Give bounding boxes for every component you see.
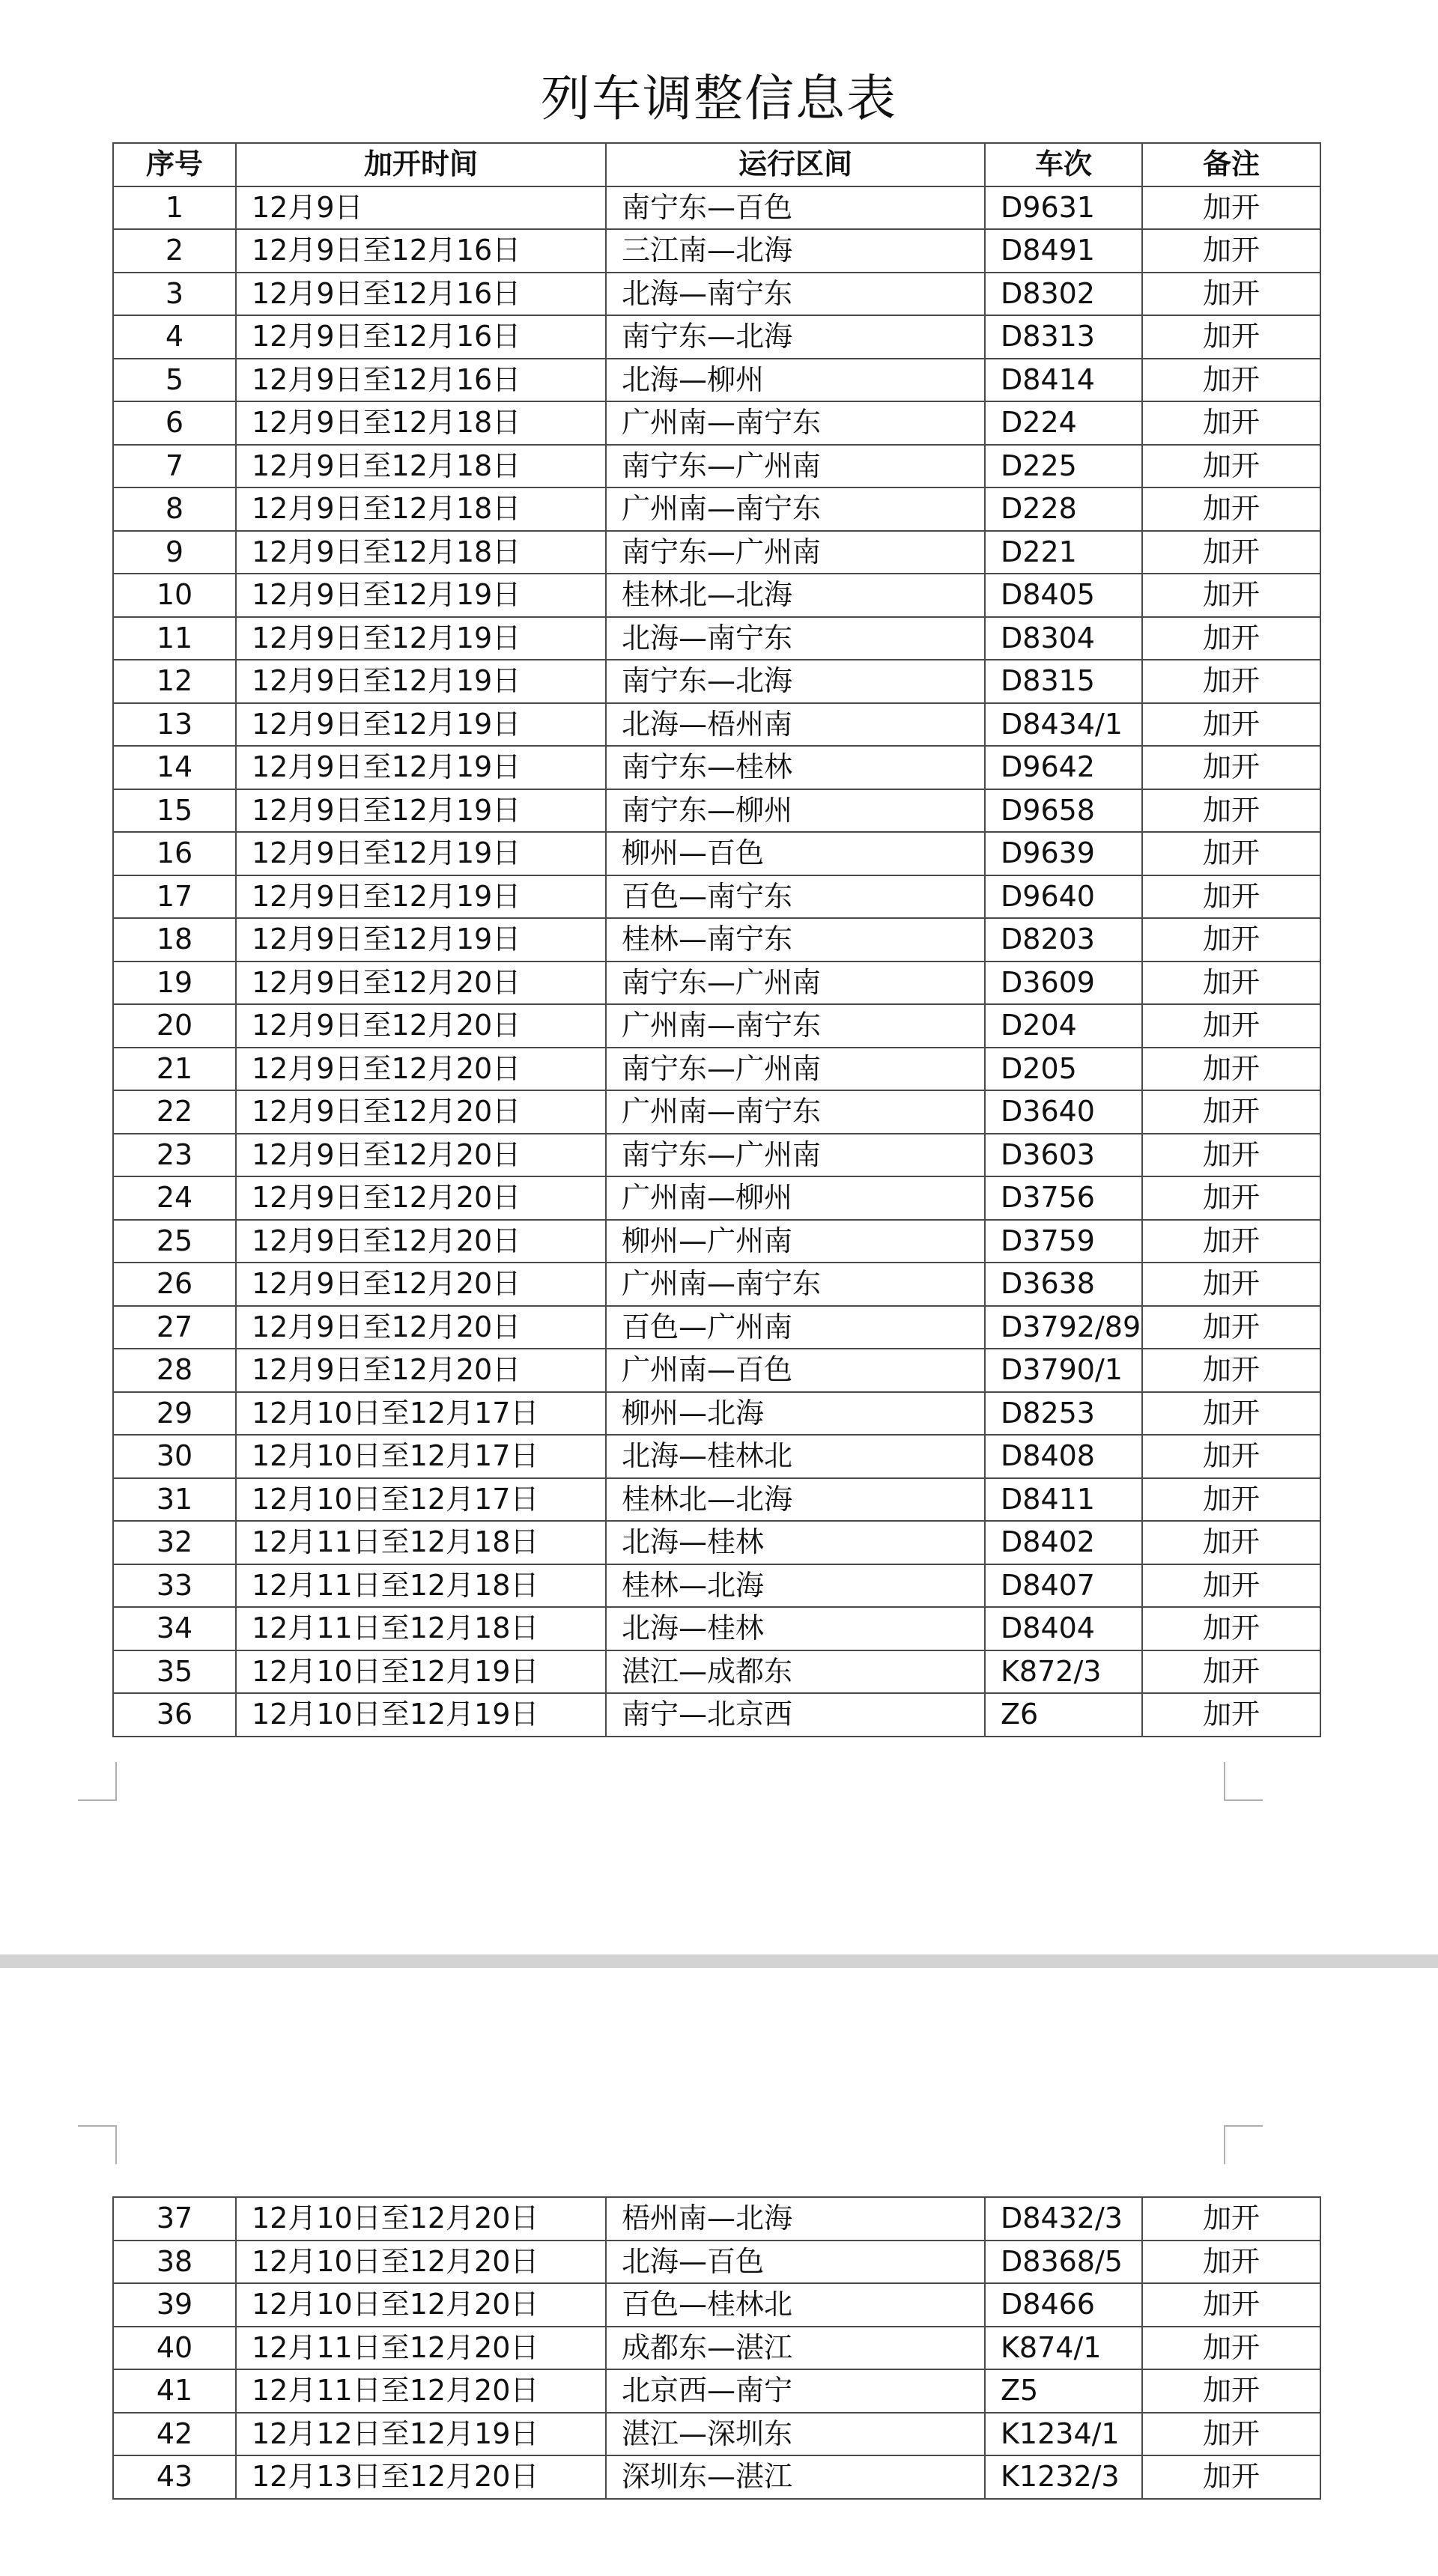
row-remark: 加开 (1142, 401, 1320, 445)
row-date-range: 12月10日至12月17日 (236, 1478, 606, 1522)
row-date-range: 12月9日至12月20日 (236, 1134, 606, 1177)
table-row (113, 1004, 1320, 1048)
row-index: 35 (113, 1650, 236, 1694)
row-route: 广州南—南宁东 (606, 401, 985, 445)
row-index: 34 (113, 1607, 236, 1650)
row-date-range: 12月10日至12月20日 (236, 2283, 606, 2327)
row-date-range: 12月11日至12月18日 (236, 1564, 606, 1608)
row-remark: 加开 (1142, 1220, 1320, 1263)
row-index: 39 (113, 2283, 236, 2327)
row-remark: 加开 (1142, 962, 1320, 1005)
row-index: 24 (113, 1176, 236, 1220)
row-date-range: 12月12日至12月19日 (236, 2413, 606, 2456)
row-remark: 加开 (1142, 617, 1320, 660)
table-row (113, 1220, 1320, 1263)
row-date-range: 12月9日至12月16日 (236, 273, 606, 316)
row-route: 湛江—深圳东 (606, 2413, 985, 2456)
row-train-number: D8313 (985, 315, 1142, 359)
row-remark: 加开 (1142, 574, 1320, 617)
row-remark: 加开 (1142, 186, 1320, 230)
row-train-number: D9640 (985, 875, 1142, 919)
row-route: 南宁东—广州南 (606, 445, 985, 488)
row-index: 29 (113, 1392, 236, 1436)
row-remark: 加开 (1142, 1521, 1320, 1564)
table-row (113, 445, 1320, 488)
row-date-range: 12月10日至12月19日 (236, 1693, 606, 1737)
row-route: 北京西—南宁 (606, 2369, 985, 2413)
row-route: 南宁东—柳州 (606, 789, 985, 833)
row-date-range: 12月9日至12月18日 (236, 401, 606, 445)
row-index: 13 (113, 703, 236, 747)
row-route: 北海—梧州南 (606, 703, 985, 747)
header-index: 序号 (113, 143, 236, 186)
table-row (113, 789, 1320, 833)
row-remark: 加开 (1142, 229, 1320, 273)
table-row (113, 315, 1320, 359)
row-train-number: D8491 (985, 229, 1142, 273)
table-row (113, 660, 1320, 703)
row-train-number: D8368/5 (985, 2241, 1142, 2284)
row-index: 22 (113, 1090, 236, 1134)
row-route: 三江南—北海 (606, 229, 985, 273)
table-row (113, 487, 1320, 531)
row-remark: 加开 (1142, 1090, 1320, 1134)
row-date-range: 12月9日至12月20日 (236, 1306, 606, 1349)
row-remark: 加开 (1142, 1134, 1320, 1177)
header-date-range: 加开时间 (236, 143, 606, 186)
row-train-number: D8414 (985, 359, 1142, 402)
row-date-range: 12月11日至12月20日 (236, 2327, 606, 2370)
table-row (113, 1392, 1320, 1436)
table-row (113, 1521, 1320, 1564)
row-train-number: D8304 (985, 617, 1142, 660)
row-train-number: D8407 (985, 1564, 1142, 1608)
row-index: 27 (113, 1306, 236, 1349)
row-index: 14 (113, 746, 236, 789)
row-route: 成都东—湛江 (606, 2327, 985, 2370)
row-train-number: D8432/3 (985, 2197, 1142, 2241)
row-date-range: 12月9日至12月19日 (236, 574, 606, 617)
row-remark: 加开 (1142, 1349, 1320, 1392)
row-index: 32 (113, 1521, 236, 1564)
table-row (113, 1134, 1320, 1177)
row-route: 南宁—北京西 (606, 1693, 985, 1737)
row-route: 桂林—北海 (606, 1564, 985, 1608)
row-remark: 加开 (1142, 2283, 1320, 2327)
row-route: 深圳东—湛江 (606, 2455, 985, 2499)
row-route: 广州南—百色 (606, 1349, 985, 1392)
row-date-range: 12月13日至12月20日 (236, 2455, 606, 2499)
row-date-range: 12月9日至12月19日 (236, 832, 606, 875)
row-date-range: 12月9日至12月16日 (236, 359, 606, 402)
row-index: 10 (113, 574, 236, 617)
row-date-range: 12月9日至12月20日 (236, 1004, 606, 1048)
table-row (113, 2369, 1320, 2413)
row-remark: 加开 (1142, 1435, 1320, 1478)
row-train-number: D8203 (985, 918, 1142, 962)
row-route: 南宁东—桂林 (606, 746, 985, 789)
row-train-number: D228 (985, 487, 1142, 531)
row-remark: 加开 (1142, 1607, 1320, 1650)
row-date-range: 12月11日至12月18日 (236, 1607, 606, 1650)
table-row (113, 186, 1320, 230)
header-train-number: 车次 (985, 143, 1142, 186)
row-date-range: 12月10日至12月20日 (236, 2197, 606, 2241)
row-route: 广州南—南宁东 (606, 1004, 985, 1048)
row-index: 6 (113, 401, 236, 445)
row-index: 4 (113, 315, 236, 359)
table-row (113, 703, 1320, 747)
page-title: 列车调整信息表 (541, 70, 897, 127)
table-row (113, 359, 1320, 402)
table-row (113, 1564, 1320, 1608)
row-route: 湛江—成都东 (606, 1650, 985, 1694)
table-header-row (113, 143, 1320, 186)
row-train-number: Z6 (985, 1693, 1142, 1737)
row-remark: 加开 (1142, 315, 1320, 359)
table-row (113, 2327, 1320, 2370)
page-corner-mark (1224, 1762, 1263, 1801)
row-route: 北海—柳州 (606, 359, 985, 402)
row-date-range: 12月10日至12月17日 (236, 1392, 606, 1436)
row-index: 19 (113, 962, 236, 1005)
row-remark: 加开 (1142, 2413, 1320, 2456)
row-route: 北海—桂林 (606, 1607, 985, 1650)
row-route: 广州南—柳州 (606, 1176, 985, 1220)
row-train-number: K1234/1 (985, 2413, 1142, 2456)
row-remark: 加开 (1142, 2455, 1320, 2499)
row-index: 15 (113, 789, 236, 833)
row-remark: 加开 (1142, 918, 1320, 962)
row-remark: 加开 (1142, 2197, 1320, 2241)
page-corner-mark (1224, 2125, 1263, 2164)
row-train-number: D8408 (985, 1435, 1142, 1478)
row-remark: 加开 (1142, 875, 1320, 919)
row-date-range: 12月9日至12月20日 (236, 1090, 606, 1134)
row-route: 北海—南宁东 (606, 617, 985, 660)
table-row (113, 2283, 1320, 2327)
table-row (113, 918, 1320, 962)
row-date-range: 12月11日至12月20日 (236, 2369, 606, 2413)
row-train-number: D205 (985, 1048, 1142, 1091)
table-row (113, 531, 1320, 574)
row-route: 北海—桂林 (606, 1521, 985, 1564)
row-remark: 加开 (1142, 2327, 1320, 2370)
row-route: 北海—南宁东 (606, 273, 985, 316)
row-route: 南宁东—百色 (606, 186, 985, 230)
table-row (113, 2413, 1320, 2456)
table-row (113, 229, 1320, 273)
row-index: 17 (113, 875, 236, 919)
row-train-number: Z5 (985, 2369, 1142, 2413)
row-remark: 加开 (1142, 660, 1320, 703)
row-remark: 加开 (1142, 1564, 1320, 1608)
row-index: 20 (113, 1004, 236, 1048)
row-train-number: D224 (985, 401, 1142, 445)
row-index: 38 (113, 2241, 236, 2284)
row-remark: 加开 (1142, 1306, 1320, 1349)
table-row (113, 2197, 1320, 2241)
row-train-number: K874/1 (985, 2327, 1142, 2370)
row-route: 百色—广州南 (606, 1306, 985, 1349)
row-index: 21 (113, 1048, 236, 1091)
row-train-number: D9631 (985, 186, 1142, 230)
row-date-range: 12月9日至12月19日 (236, 660, 606, 703)
header-route: 运行区间 (606, 143, 985, 186)
table-row (113, 746, 1320, 789)
table-row (113, 617, 1320, 660)
schedule-table-page-1 (112, 142, 1321, 1737)
row-date-range: 12月9日至12月19日 (236, 789, 606, 833)
row-index: 9 (113, 531, 236, 574)
row-date-range: 12月9日至12月19日 (236, 617, 606, 660)
row-index: 43 (113, 2455, 236, 2499)
row-date-range: 12月9日 (236, 186, 606, 230)
row-train-number: D3603 (985, 1134, 1142, 1177)
row-train-number: D8253 (985, 1392, 1142, 1436)
table-row (113, 962, 1320, 1005)
row-train-number: D3640 (985, 1090, 1142, 1134)
row-date-range: 12月10日至12月17日 (236, 1435, 606, 1478)
row-route: 广州南—南宁东 (606, 487, 985, 531)
row-train-number: D9639 (985, 832, 1142, 875)
row-train-number: D8315 (985, 660, 1142, 703)
row-index: 18 (113, 918, 236, 962)
row-train-number: D8402 (985, 1521, 1142, 1564)
table-row (113, 574, 1320, 617)
row-remark: 加开 (1142, 359, 1320, 402)
row-train-number: D221 (985, 531, 1142, 574)
table-row (113, 273, 1320, 316)
row-remark: 加开 (1142, 746, 1320, 789)
row-train-number: D8405 (985, 574, 1142, 617)
row-remark: 加开 (1142, 531, 1320, 574)
row-index: 3 (113, 273, 236, 316)
table-row (113, 1306, 1320, 1349)
row-remark: 加开 (1142, 1478, 1320, 1522)
table-row (113, 1048, 1320, 1091)
row-train-number: D3790/1 (985, 1349, 1142, 1392)
row-train-number: K872/3 (985, 1650, 1142, 1694)
schedule-table-page-2 (112, 2196, 1321, 2500)
row-route: 南宁东—广州南 (606, 1048, 985, 1091)
row-remark: 加开 (1142, 2369, 1320, 2413)
page-separator (0, 1954, 1438, 1968)
row-index: 41 (113, 2369, 236, 2413)
row-remark: 加开 (1142, 1650, 1320, 1694)
table-row (113, 1349, 1320, 1392)
row-train-number: D3759 (985, 1220, 1142, 1263)
row-train-number: D3638 (985, 1263, 1142, 1306)
table-row (113, 1693, 1320, 1737)
row-route: 百色—桂林北 (606, 2283, 985, 2327)
row-date-range: 12月9日至12月20日 (236, 962, 606, 1005)
row-train-number: D8302 (985, 273, 1142, 316)
row-index: 40 (113, 2327, 236, 2370)
table-row (113, 1176, 1320, 1220)
row-train-number: D9658 (985, 789, 1142, 833)
row-index: 16 (113, 832, 236, 875)
row-train-number: D3609 (985, 962, 1142, 1005)
row-index: 2 (113, 229, 236, 273)
row-date-range: 12月9日至12月18日 (236, 445, 606, 488)
row-index: 31 (113, 1478, 236, 1522)
row-route: 广州南—南宁东 (606, 1263, 985, 1306)
row-index: 25 (113, 1220, 236, 1263)
page-corner-mark (78, 2125, 117, 2164)
row-index: 7 (113, 445, 236, 488)
row-train-number: D3756 (985, 1176, 1142, 1220)
table-row (113, 832, 1320, 875)
row-route: 南宁东—广州南 (606, 531, 985, 574)
row-train-number: D3792/89 (985, 1306, 1142, 1349)
row-index: 42 (113, 2413, 236, 2456)
row-route: 南宁东—广州南 (606, 1134, 985, 1177)
row-date-range: 12月11日至12月18日 (236, 1521, 606, 1564)
row-remark: 加开 (1142, 832, 1320, 875)
table-row (113, 1090, 1320, 1134)
row-remark: 加开 (1142, 487, 1320, 531)
row-index: 8 (113, 487, 236, 531)
row-route: 北海—桂林北 (606, 1435, 985, 1478)
row-route: 桂林北—北海 (606, 1478, 985, 1522)
row-train-number: K1232/3 (985, 2455, 1142, 2499)
row-date-range: 12月9日至12月16日 (236, 315, 606, 359)
row-date-range: 12月9日至12月19日 (236, 703, 606, 747)
row-train-number: D8434/1 (985, 703, 1142, 747)
row-route: 柳州—广州南 (606, 1220, 985, 1263)
row-remark: 加开 (1142, 2241, 1320, 2284)
row-index: 23 (113, 1134, 236, 1177)
row-index: 26 (113, 1263, 236, 1306)
row-date-range: 12月9日至12月19日 (236, 875, 606, 919)
row-index: 1 (113, 186, 236, 230)
row-train-number: D8411 (985, 1478, 1142, 1522)
row-date-range: 12月9日至12月20日 (236, 1349, 606, 1392)
row-index: 37 (113, 2197, 236, 2241)
row-remark: 加开 (1142, 273, 1320, 316)
row-date-range: 12月9日至12月20日 (236, 1176, 606, 1220)
row-train-number: D8466 (985, 2283, 1142, 2327)
row-route: 百色—南宁东 (606, 875, 985, 919)
page-corner-mark (78, 1762, 117, 1801)
row-date-range: 12月9日至12月20日 (236, 1263, 606, 1306)
row-date-range: 12月10日至12月19日 (236, 1650, 606, 1694)
row-train-number: D204 (985, 1004, 1142, 1048)
row-route: 北海—百色 (606, 2241, 985, 2284)
row-route: 南宁东—广州南 (606, 962, 985, 1005)
row-date-range: 12月10日至12月20日 (236, 2241, 606, 2284)
row-route: 梧州南—北海 (606, 2197, 985, 2241)
row-date-range: 12月9日至12月19日 (236, 746, 606, 789)
row-index: 28 (113, 1349, 236, 1392)
row-route: 柳州—北海 (606, 1392, 985, 1436)
table-row (113, 1650, 1320, 1694)
row-index: 36 (113, 1693, 236, 1737)
row-date-range: 12月9日至12月19日 (236, 918, 606, 962)
table-row (113, 1478, 1320, 1522)
row-route: 柳州—百色 (606, 832, 985, 875)
row-remark: 加开 (1142, 445, 1320, 488)
row-remark: 加开 (1142, 1392, 1320, 1436)
row-index: 33 (113, 1564, 236, 1608)
row-index: 30 (113, 1435, 236, 1478)
header-remark: 备注 (1142, 143, 1320, 186)
table-row (113, 1435, 1320, 1478)
row-date-range: 12月9日至12月18日 (236, 531, 606, 574)
row-route: 南宁东—北海 (606, 315, 985, 359)
row-index: 11 (113, 617, 236, 660)
row-train-number: D9642 (985, 746, 1142, 789)
table-row (113, 1263, 1320, 1306)
row-remark: 加开 (1142, 1048, 1320, 1091)
row-index: 12 (113, 660, 236, 703)
row-date-range: 12月9日至12月18日 (236, 487, 606, 531)
row-index: 5 (113, 359, 236, 402)
row-train-number: D8404 (985, 1607, 1142, 1650)
row-remark: 加开 (1142, 789, 1320, 833)
row-remark: 加开 (1142, 1693, 1320, 1737)
table-row (113, 2455, 1320, 2499)
table-row (113, 1607, 1320, 1650)
row-route: 广州南—南宁东 (606, 1090, 985, 1134)
row-date-range: 12月9日至12月20日 (236, 1048, 606, 1091)
row-train-number: D225 (985, 445, 1142, 488)
table-row (113, 2241, 1320, 2284)
row-remark: 加开 (1142, 1263, 1320, 1306)
row-route: 南宁东—北海 (606, 660, 985, 703)
row-route: 桂林—南宁东 (606, 918, 985, 962)
row-remark: 加开 (1142, 1176, 1320, 1220)
row-date-range: 12月9日至12月16日 (236, 229, 606, 273)
table-row (113, 401, 1320, 445)
row-remark: 加开 (1142, 703, 1320, 747)
row-route: 桂林北—北海 (606, 574, 985, 617)
row-date-range: 12月9日至12月20日 (236, 1220, 606, 1263)
table-row (113, 875, 1320, 919)
row-remark: 加开 (1142, 1004, 1320, 1048)
